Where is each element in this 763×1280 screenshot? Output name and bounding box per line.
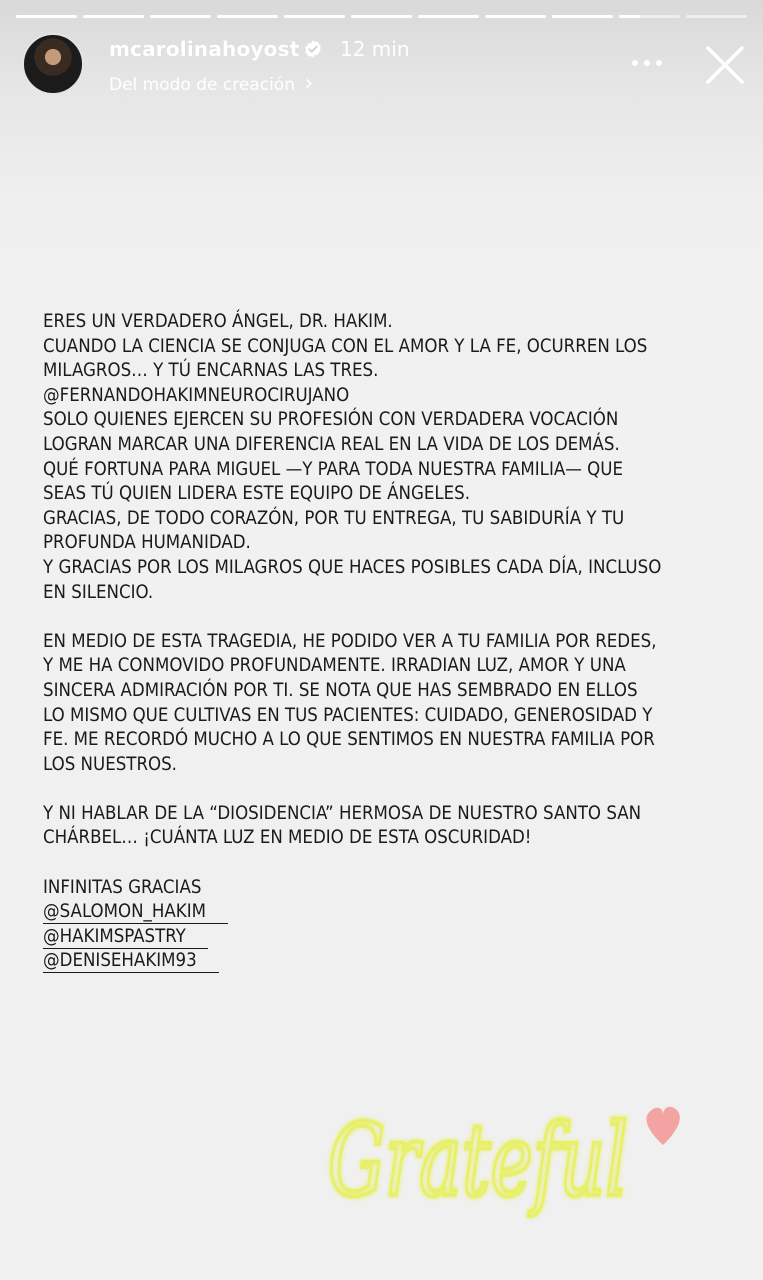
letter-line: EN MEDIO DE ESTA TRAGEDIA, HE PODIDO VER A TU FAMILIA POR REDES, [43, 630, 657, 652]
story-progress-segment [485, 15, 546, 18]
story-progress-segment [686, 15, 747, 18]
letter-line: Y GRACIAS POR LOS MILAGROS QUE HACES POSIBLES CADA DÍA, INCLUSO [43, 556, 662, 578]
username[interactable]: mcarolinahoyost [109, 37, 300, 61]
letter-line: EN SILENCIO. [43, 581, 154, 603]
grateful-sticker[interactable] [318, 1045, 708, 1255]
story-progress-segment [351, 15, 412, 18]
letter-line: SOLO QUIENES EJERCEN SU PROFESIÓN CON VERDADERA VOCACIÓN [43, 409, 619, 431]
creation-mode-label: Del modo de creación [109, 75, 295, 95]
letter-line: MILAGROS… Y TÚ ENCARNAS LAS TRES. [43, 360, 379, 382]
letter-line: Y NI HABLAR DE LA “DIOSIDENCIA” HERMOSA DE NUESTRO SANTO SAN [43, 802, 642, 824]
letter-line: LOGRAN MARCAR UNA DIFERENCIA REAL EN LA VIDA DE LOS DEMÁS. [43, 433, 620, 455]
heart-icon [646, 1107, 679, 1145]
story-progress-segment [619, 15, 680, 18]
sticker-text: Grateful [328, 1102, 628, 1219]
letter-line: @FERNANDOHAKIMNEUROCIRUJANO [43, 384, 350, 406]
avatar[interactable] [22, 33, 84, 95]
letter-line: PROFUNDA HUMANIDAD. [43, 532, 251, 554]
story-progress-segment [552, 15, 613, 18]
closing-line: INFINITAS GRACIAS [43, 876, 202, 898]
mention-row [43, 900, 733, 925]
story-progress-segment [418, 15, 479, 18]
mention-row [43, 949, 733, 974]
story-progress-segment [217, 15, 278, 18]
story-progress-segment [284, 15, 345, 18]
creation-mode-link[interactable] [109, 71, 313, 96]
letter-line: QUÉ FORTUNA PARA MIGUEL —Y PARA TODA NUESTRA FAMILIA— QUE [43, 458, 623, 480]
story-progress-segment [150, 15, 211, 18]
story-header [22, 33, 747, 99]
mention-link[interactable]: @SALOMON_HAKIM [43, 901, 228, 924]
mention-link[interactable]: @DENISEHAKIM93 [43, 950, 219, 973]
letter-line: LOS NUESTROS. [43, 753, 177, 775]
mention-row [43, 925, 733, 950]
letter-text [43, 310, 733, 999]
more-horizontal-icon[interactable] [631, 58, 663, 68]
letter-closing [43, 876, 733, 974]
close-icon[interactable] [705, 45, 745, 85]
story-progress-segment [16, 15, 77, 18]
post-time: 12 min [340, 37, 410, 61]
letter-line: LO MISMO QUE CULTIVAS EN TUS PACIENTES: CUIDADO, GENEROSIDAD Y [43, 704, 653, 726]
chevron-right-icon: › [304, 71, 314, 96]
story-progress-segment [83, 15, 144, 18]
letter-line: GRACIAS, DE TODO CORAZÓN, POR TU ENTREGA, TU SABIDURÍA Y TU [43, 507, 625, 529]
letter-line: CHÁRBEL… ¡CUÁNTA LUZ EN MEDIO DE ESTA OSCURIDAD! [43, 827, 532, 849]
letter-line: SEAS TÚ QUIEN LIDERA ESTE EQUIPO DE ÁNGELES. [43, 483, 471, 505]
letter-paragraph [43, 310, 733, 605]
story-progress-bar [16, 15, 747, 19]
letter-line: Y ME HA CONMOVIDO PROFUNDAMENTE. IRRADIAN LUZ, AMOR Y UNA [43, 655, 626, 677]
letter-paragraph [43, 630, 733, 778]
mention-link[interactable]: @HAKIMSPASTRY [43, 926, 208, 949]
letter-line: FE. ME RECORDÓ MUCHO A LO QUE SENTIMOS EN NUESTRA FAMILIA POR [43, 729, 655, 751]
letter-line: ERES UN VERDADERO ÁNGEL, DR. HAKIM. [43, 311, 393, 332]
letter-paragraph [43, 802, 733, 851]
verified-badge-icon [303, 39, 323, 59]
letter-line: SINCERA ADMIRACIÓN POR TI. SE NOTA QUE HAS SEMBRADO EN ELLOS [43, 679, 638, 701]
letter-line: CUANDO LA CIENCIA SE CONJUGA CON EL AMOR Y LA FE, OCURREN LOS [43, 335, 648, 357]
